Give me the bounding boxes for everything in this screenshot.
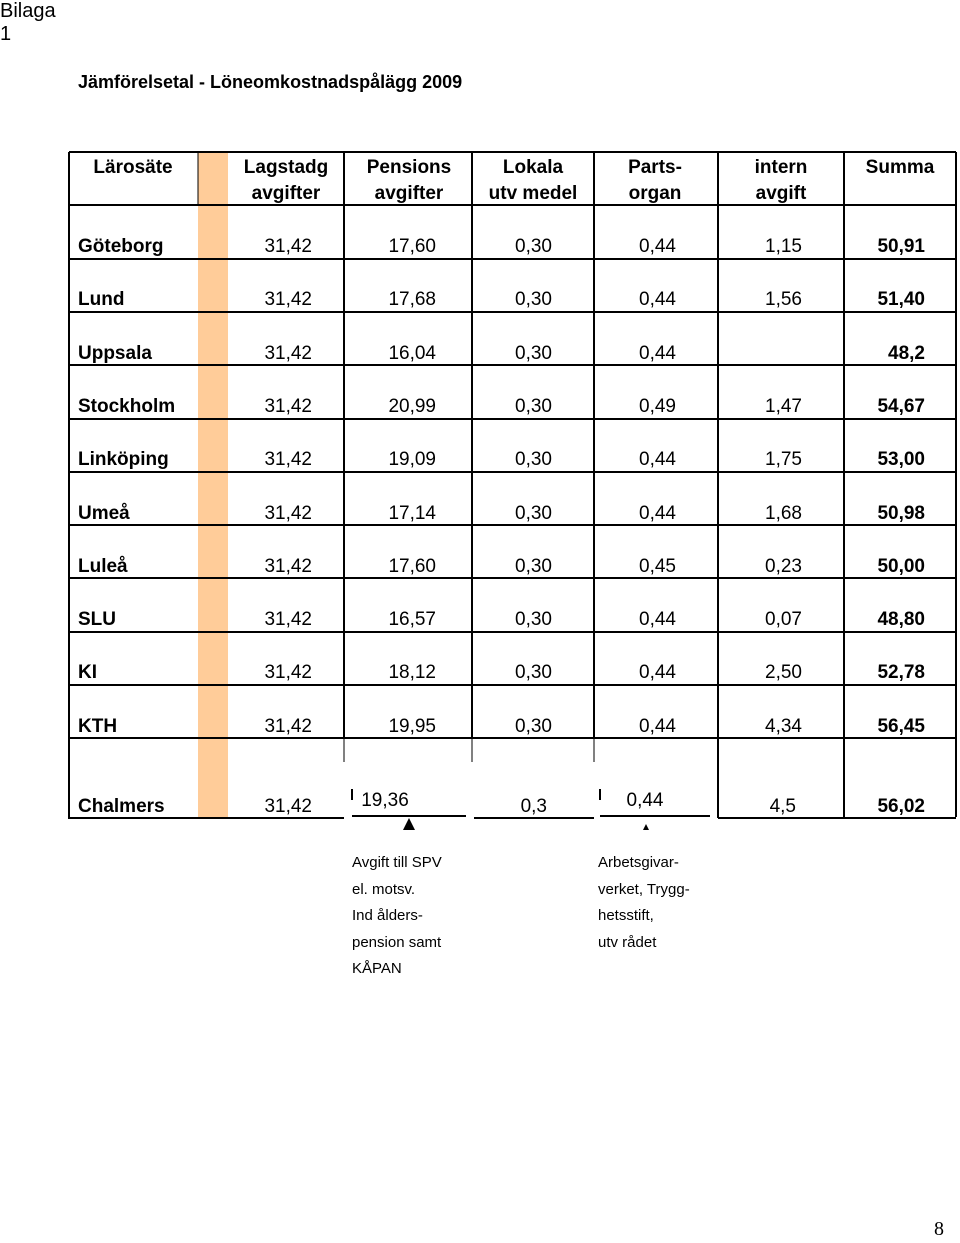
row-value: 0,30 [515,715,552,737]
row-sum-value: 50,00 [877,555,925,577]
row-value: 0,49 [639,395,676,417]
row-value: 18,12 [388,662,436,684]
row-value: 17,60 [388,555,436,577]
header-internal: intern [754,157,808,178]
row-value: 0,44 [639,449,676,471]
row-value: 4,5 [769,796,796,817]
row-value: 0,30 [515,502,552,524]
row-value: 0,44 [639,715,676,737]
header-parts: Parts- [628,157,682,178]
row-value: 0,30 [515,395,552,417]
note-pension-line: Ind ålders- [352,907,423,924]
row-sum-value: 50,98 [877,502,925,524]
page-title: Jämförelsetal - Löneomkostnadspålägg 2009 [78,72,463,92]
row-value: 1,75 [765,449,802,471]
header-local: utv medel [488,183,578,204]
header-sum: Summa [865,157,935,178]
row-sum-value: 52,78 [877,662,925,684]
header-statutory: Lagstadg [243,157,329,178]
row-value: 20,99 [388,395,436,417]
row-value: 0,44 [639,289,676,311]
header-statutory: avgifter [251,183,321,204]
row-school-name: SLU [78,609,116,631]
row-value: 17,60 [388,236,436,257]
note-pension-line: el. motsv. [352,880,416,898]
header-internal: avgift [755,183,807,204]
row-value: 0,07 [765,609,802,631]
row-value: 1,47 [765,395,802,417]
row-value: 31,42 [264,289,312,311]
header-local: Lokala [502,157,564,178]
row-value: 19,09 [388,449,436,471]
row-value: 31,42 [264,715,312,737]
row-school-name: Lund [78,289,125,311]
arrow-up-icon [639,824,653,830]
row-value: 31,42 [264,502,312,524]
row-value: 31,42 [264,236,312,257]
row-value: 0,30 [515,662,552,684]
header-school: Lärosäte [93,157,173,178]
row-value: 16,57 [388,609,436,631]
row-value: 2,50 [765,662,802,684]
row-value: 31,42 [264,342,312,364]
row-value: 0,30 [515,236,552,257]
row-value: 0,30 [515,449,552,471]
row-value: 0,30 [515,289,552,311]
row-value: 0,44 [639,236,676,257]
row-value: 0,3 [520,796,547,817]
row-value: 0,44 [639,342,676,364]
row-value: 4,34 [765,715,802,737]
row-sum-value: 50,91 [877,236,925,257]
row-value: 0,44 [639,502,676,524]
row-value: 0,23 [765,555,802,577]
row-sum-value: 54,67 [877,395,925,417]
row-sum-value: 53,00 [877,449,925,471]
note-parts-line: hetsstift, [598,907,654,924]
row-value: 0,30 [515,342,552,364]
row-value: 1,56 [765,289,802,311]
header-pension: avgifter [374,183,444,204]
row-sum-value: 48,2 [888,342,925,364]
page-number: 8 [934,1218,944,1240]
row-value: 31,42 [264,395,312,417]
arrow-up-icon [402,818,416,830]
row-value: 31,42 [264,796,312,817]
row-school-name: Göteborg [78,236,164,257]
row-value: 19,36 [361,790,409,811]
row-value: 0,30 [515,555,552,577]
row-value: 31,42 [264,555,312,577]
note-parts-line: utv rådet [598,933,657,951]
row-value: 1,68 [765,502,802,524]
row-sum-value: 51,40 [877,289,925,311]
row-school-name: KI [78,662,97,684]
row-value: 1,15 [765,236,802,257]
row-value: 31,42 [264,662,312,684]
row-value: 16,04 [388,342,436,364]
row-value: 19,95 [388,715,436,737]
row-sum-value: 56,45 [877,715,925,737]
row-value: 0,44 [626,790,664,811]
row-sum-value: 48,80 [877,609,925,631]
note-pension-line: pension samt [352,933,442,951]
row-value: 0,44 [639,609,676,631]
row-value: 0,30 [515,609,552,631]
note-pension-line: Avgift till SPV [352,854,442,871]
row-school-name: Luleå [78,555,128,577]
row-sum-value: 56,02 [877,796,925,817]
note-parts-line: Arbetsgivar- [598,854,679,871]
row-school-name: Stockholm [78,395,176,417]
note-pension-line: KÅPAN [352,960,402,977]
row-value: 17,68 [388,289,436,311]
attachment-label-number: 1 [0,23,12,45]
header-parts: organ [628,183,682,204]
row-school-name: Umeå [78,502,130,524]
header-pension: Pensions [366,157,452,178]
row-value: 31,42 [264,609,312,631]
row-value: 0,44 [639,662,676,684]
row-value: 17,14 [388,502,436,524]
row-value: 0,45 [639,555,676,577]
note-parts-line: verket, Trygg- [598,880,690,898]
row-school-name: Chalmers [78,796,165,817]
row-value: 31,42 [264,449,312,471]
row-school-name: Uppsala [78,342,152,364]
attachment-label-word: Bilaga [0,0,56,22]
row-school-name: Linköping [78,449,169,471]
row-school-name: KTH [78,715,118,737]
